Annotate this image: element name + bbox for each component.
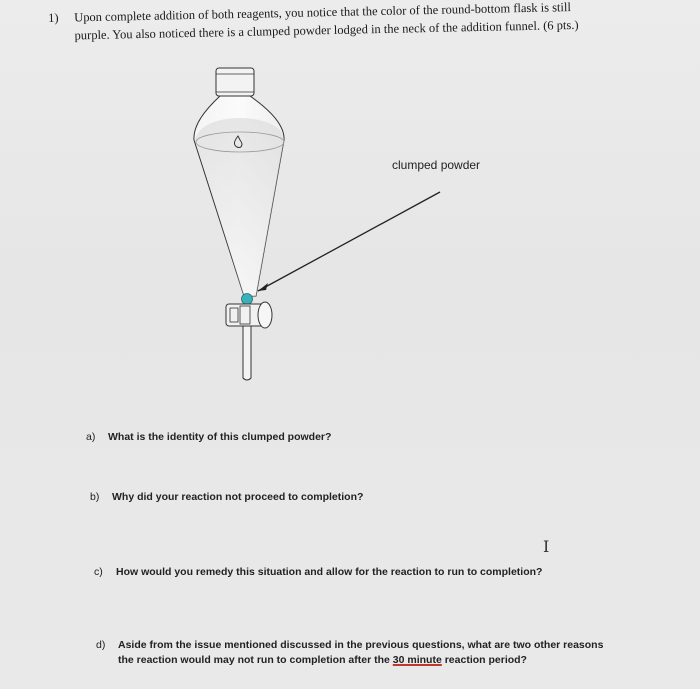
subquestion-d-letter: d) xyxy=(96,639,106,651)
subquestion-b xyxy=(90,491,363,503)
question-text-line-1: Upon complete addition of both reagents, you notice that the color of the round-bottom flask is still xyxy=(74,0,572,25)
subquestion-d-second-line xyxy=(118,654,527,666)
subquestion-d xyxy=(96,639,603,651)
subquestion-d-line-2-pre: the reaction would may not run to completion after the xyxy=(118,654,393,666)
subquestion-c xyxy=(94,566,542,578)
subquestion-b-text: Why did your reaction not proceed to completion? xyxy=(112,491,364,503)
subquestion-a-text: What is the identity of this clumped powder? xyxy=(108,431,332,443)
subquestion-d-line-1: Aside from the issue mentioned discussed in the previous questions, what are two other reasons xyxy=(118,639,604,651)
subquestion-c-text: How would you remedy this situation and allow for the reaction to run to completion? xyxy=(116,566,543,578)
text-cursor-icon: I xyxy=(543,537,550,556)
subquestion-d-line-2-post: reaction period? xyxy=(441,654,527,666)
powder-arrow xyxy=(258,192,440,291)
subquestion-c-letter: c) xyxy=(94,566,103,578)
stopcock xyxy=(226,302,272,328)
subquestion-d-underlined-time: 30 minute xyxy=(392,654,442,666)
liquid-layer xyxy=(195,118,284,296)
subquestion-a xyxy=(86,431,331,443)
funnel-stem xyxy=(243,326,251,380)
question-number: 1) xyxy=(48,10,59,25)
subquestion-b-letter: b) xyxy=(90,491,100,503)
subquestion-a-letter: a) xyxy=(86,431,96,443)
clumped-powder-label: clumped powder xyxy=(392,158,481,172)
clumped-powder-marker xyxy=(242,294,253,305)
question-text-line-2: purple. You also noticed there is a clumped powder lodged in the neck of the addition funnel. (6 pts.) xyxy=(74,17,579,43)
funnel-stopper xyxy=(216,68,254,96)
